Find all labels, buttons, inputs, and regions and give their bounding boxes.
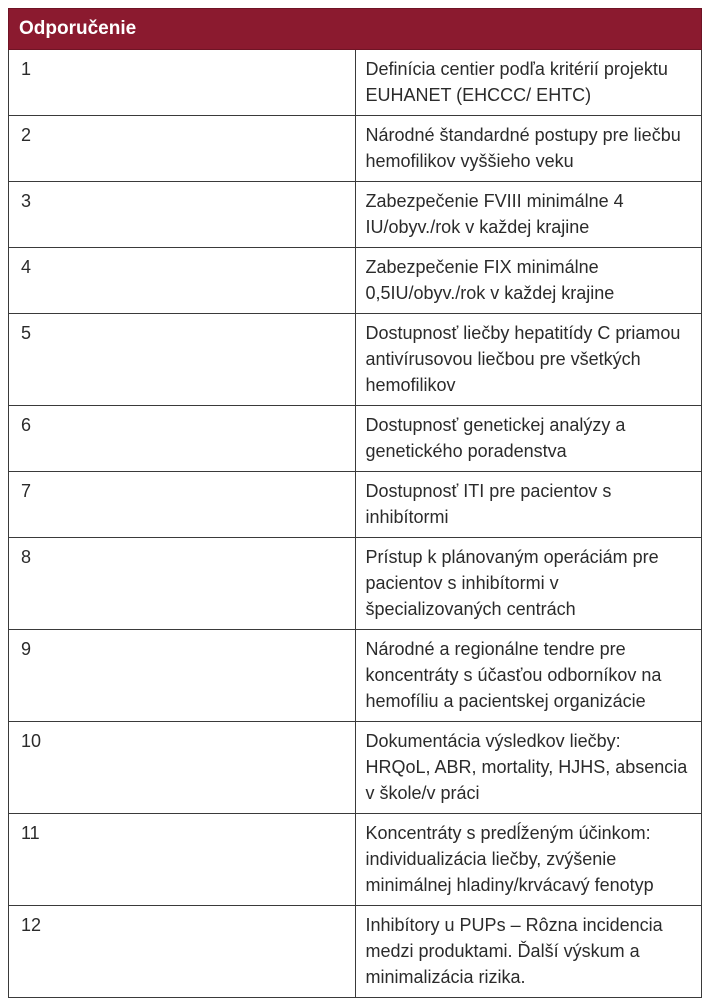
row-text: Zabezpečenie FVIII minimálne 4 IU/obyv./rok v každej krajine <box>355 182 702 248</box>
row-text: Dostupnosť ITI pre pacientov s inhibítormi <box>355 472 702 538</box>
row-text: Koncentráty s predĺženým účinkom: individualizácia liečby, zvýšenie minimálnej hladiny/krvácavý fenotyp <box>355 814 702 906</box>
row-text: Národné štandardné postupy pre liečbu hemofilikov vyššieho veku <box>355 116 702 182</box>
table-row <box>9 182 702 248</box>
row-number: 3 <box>9 182 356 248</box>
row-text: Dokumentácia výsledkov liečby: HRQoL, ABR, mortality, HJHS, absencia v škole/v práci <box>355 722 702 814</box>
row-text: Zabezpečenie FIX minimálne 0,5IU/obyv./rok v každej krajine <box>355 248 702 314</box>
row-text: Dostupnosť liečby hepatitídy C priamou antivírusovou liečbou pre všetkých hemofilikov <box>355 314 702 406</box>
row-number: 2 <box>9 116 356 182</box>
table-row <box>9 630 702 722</box>
row-number: 12 <box>9 906 356 998</box>
row-text: Definícia centier podľa kritérií projektu EUHANET (EHCCC/ EHTC) <box>355 50 702 116</box>
table-row <box>9 906 702 998</box>
row-text: Prístup k plánovaným operáciám pre pacientov s inhibítormi v špecializovaných centrách <box>355 538 702 630</box>
row-text: Dostupnosť genetickej analýzy a genetického poradenstva <box>355 406 702 472</box>
table-row <box>9 472 702 538</box>
row-number: 1 <box>9 50 356 116</box>
row-text: Inhibítory u PUPs – Rôzna incidencia medzi produktami. Ďalší výskum a minimalizácia rizika. <box>355 906 702 998</box>
table-row <box>9 50 702 116</box>
row-number: 8 <box>9 538 356 630</box>
recommendations-table-container <box>8 8 702 998</box>
row-text: Národné a regionálne tendre pre koncentráty s účasťou odborníkov na hemofíliu a pacientskej organizácie <box>355 630 702 722</box>
table-row <box>9 406 702 472</box>
table-row <box>9 116 702 182</box>
table-row <box>9 814 702 906</box>
row-number: 7 <box>9 472 356 538</box>
row-number: 11 <box>9 814 356 906</box>
row-number: 9 <box>9 630 356 722</box>
row-number: 5 <box>9 314 356 406</box>
row-number: 6 <box>9 406 356 472</box>
row-number: 10 <box>9 722 356 814</box>
recommendations-table <box>8 8 702 998</box>
table-header: Odporučenie <box>9 9 702 50</box>
table-row <box>9 248 702 314</box>
table-header-row <box>9 9 702 50</box>
table-row <box>9 538 702 630</box>
row-number: 4 <box>9 248 356 314</box>
table-row <box>9 314 702 406</box>
